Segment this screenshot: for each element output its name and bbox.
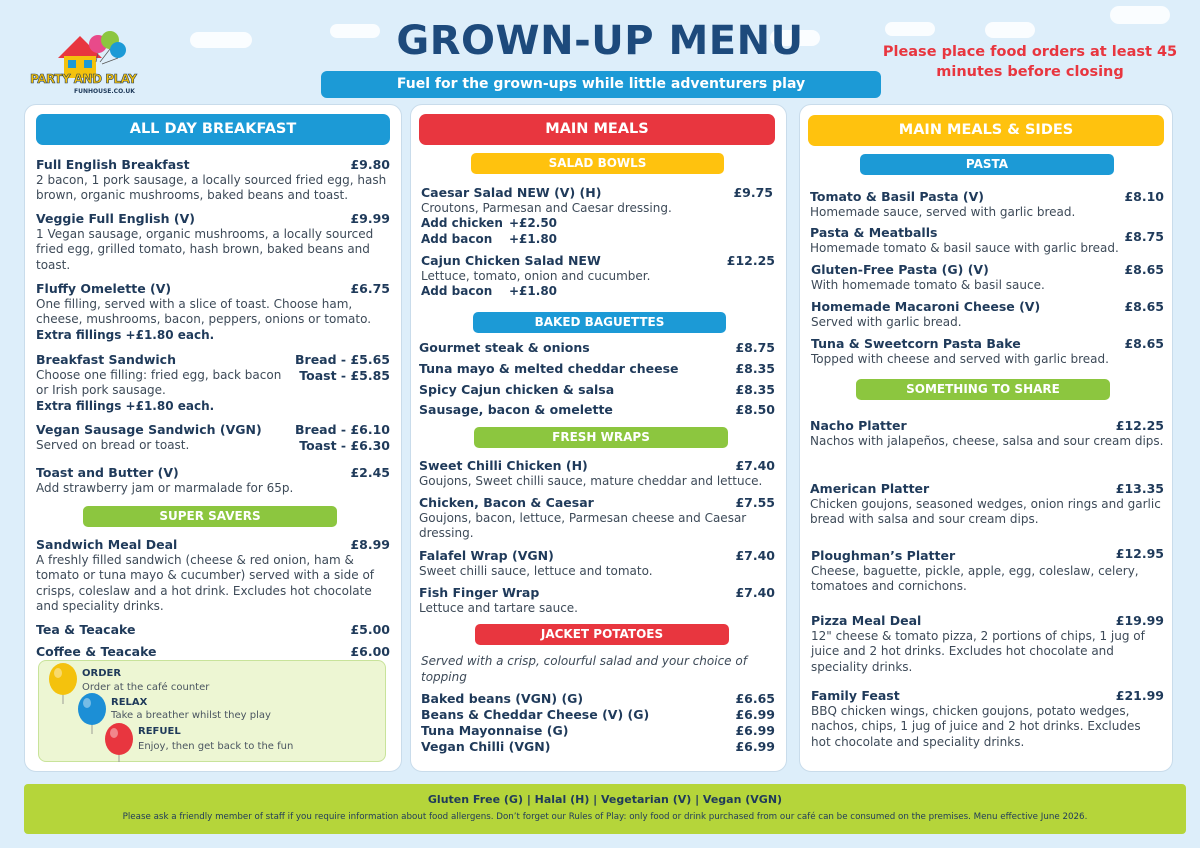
item-desc: One filling, served with a slice of toast. Choose ham, cheese, mushrooms, bacon, peppers, onions or tomato. — [36, 296, 372, 326]
order-notice: Please place food orders at least 45 minutes before closing — [882, 44, 1178, 80]
item-desc: 12" cheese & tomato pizza, 2 portions of chips, 1 jug of juice and 2 hot drinks. Excludes hot chocolate and speciality drinks. — [811, 628, 1145, 674]
item-price: £5.00 — [350, 622, 390, 637]
menu-item — [419, 495, 775, 542]
item-desc: Nachos with jalapeños, cheese, salsa and sour cream dips. — [810, 433, 1164, 448]
step-desc: Take a breather whilst they play — [111, 710, 271, 721]
item-name: Fish Finger Wrap — [419, 585, 540, 600]
item-desc: Add strawberry jam or marmalade for 65p. — [36, 480, 294, 495]
menu-item — [419, 340, 775, 355]
item-price: £6.65 — [735, 691, 775, 706]
item-name: American Platter — [810, 481, 930, 496]
item-price: Bread - £5.65 — [295, 352, 390, 367]
item-name: Sandwich Meal Deal — [36, 537, 178, 552]
item-price: £8.99 — [350, 537, 390, 552]
menu-item — [421, 691, 775, 706]
item-price: £13.35 — [1115, 481, 1164, 496]
menu-item — [36, 537, 390, 615]
item-price: £6.99 — [735, 707, 775, 722]
item-name: Baked beans (VGN) (G) — [421, 691, 584, 706]
item-price: £8.75 — [735, 340, 775, 355]
menu-item — [421, 723, 775, 738]
item-price: £6.75 — [350, 281, 390, 296]
item-desc: Sweet chilli sauce, lettuce and tomato. — [419, 563, 653, 578]
item-price: £8.10 — [1124, 189, 1164, 204]
step-title: ORDER — [82, 668, 122, 679]
item-price: £6.99 — [735, 739, 775, 754]
item-name: Pizza Meal Deal — [811, 613, 922, 628]
item-desc: Chicken goujons, seasoned wedges, onion rings and garlic bread with salsa and sour cream dips. — [810, 496, 1161, 526]
add-on-label: Add bacon — [421, 284, 493, 298]
item-name: Falafel Wrap (VGN) — [419, 548, 554, 563]
item-name: Tuna Mayonnaise (G) — [421, 723, 569, 738]
menu-item — [36, 157, 390, 204]
item-desc: With homemade tomato & basil sauce. — [811, 277, 1045, 292]
item-desc: Homemade tomato & basil sauce with garlic bread. — [810, 240, 1119, 255]
menu-item — [810, 418, 1164, 449]
item-desc: Goujons, Sweet chilli sauce, mature cheddar and lettuce. — [419, 473, 763, 488]
menu-item — [419, 402, 775, 417]
item-price: £6.99 — [735, 723, 775, 738]
footer — [24, 784, 1186, 834]
item-extra: Extra fillings +£1.80 each. — [36, 327, 215, 342]
fresh-wraps-header: FRESH WRAPS — [474, 427, 728, 448]
add-on — [421, 216, 773, 232]
item-price: £2.45 — [350, 465, 390, 480]
item-price: £12.95 — [1115, 546, 1164, 561]
tagline: Fuel for the grown-ups while little adventurers play — [321, 71, 881, 98]
item-name: Coffee & Teacake — [36, 644, 157, 659]
item-desc: A freshly filled sandwich (cheese & red onion, ham & tomato or tuna mayo & cucumber) served with a side of crisps, coleslaw and a hot drink. Excludes hot chocolate and speciality drinks. — [36, 552, 375, 613]
item-price: £7.40 — [735, 585, 775, 600]
item-price: £8.50 — [735, 402, 775, 417]
menu-item — [419, 458, 775, 489]
menu-item — [810, 481, 1168, 528]
menu-item — [811, 336, 1164, 367]
item-name: Family Feast — [811, 688, 900, 703]
item-price: £8.35 — [735, 382, 775, 397]
item-price: £9.75 — [733, 185, 773, 200]
menu-item — [36, 211, 390, 273]
add-on — [421, 284, 775, 300]
add-on-label: Add chicken — [421, 216, 503, 230]
item-desc: Goujons, bacon, lettuce, Parmesan cheese and Caesar dressing. — [419, 510, 747, 540]
item-desc: Served with garlic bread. — [811, 314, 962, 329]
add-on — [421, 232, 773, 248]
menu-item — [421, 739, 775, 754]
menu-item — [811, 299, 1164, 330]
item-price: £7.55 — [735, 495, 775, 510]
menu-item — [36, 281, 390, 343]
item-price: £8.35 — [735, 361, 775, 376]
item-name: Caesar Salad NEW (V) (H) — [421, 185, 602, 200]
item-name: Veggie Full English (V) — [36, 211, 195, 226]
item-desc: 2 bacon, 1 pork sausage, a locally sourced fried egg, hash brown, organic mushrooms, baked beans and toast. — [36, 172, 387, 202]
item-desc: Croutons, Parmesan and Caesar dressing. — [421, 200, 672, 215]
item-desc: 1 Vegan sausage, organic mushrooms, a locally sourced fried egg, grilled tomato, hash brown, baked beans and toast. — [36, 226, 374, 272]
menu-item — [36, 352, 390, 414]
item-desc: BBQ chicken wings, chicken goujons, potato wedges, nachos, chips, 1 jug of juice and 2 hot drinks. Excludes hot chocolate and speciality drinks. — [811, 703, 1141, 749]
pasta-header: PASTA — [860, 154, 1114, 175]
add-on-label: Add bacon — [421, 231, 493, 246]
item-name: Vegan Chilli (VGN) — [421, 739, 551, 754]
item-name: Pasta & Meatballs — [810, 225, 938, 240]
item-name: Homemade Macaroni Cheese (V) — [811, 299, 1041, 314]
menu-item — [421, 185, 773, 247]
allergen-notice: Please ask a friendly member of staff if you require information about food allergens. Don’t forget our Rules of Play: only food or drink purchased from our café can be consumed on the premises. Menu effective June 2026. — [122, 812, 1088, 822]
menu-item — [419, 585, 775, 616]
menu-item — [419, 548, 775, 579]
item-name: Tomato & Basil Pasta (V) — [810, 189, 984, 204]
item-name: Gourmet steak & onions — [419, 340, 590, 355]
share-header: SOMETHING TO SHARE — [856, 379, 1110, 400]
item-name: Tuna mayo & melted cheddar cheese — [419, 361, 679, 376]
item-name: Full English Breakfast — [36, 157, 190, 172]
menu-item — [419, 382, 775, 397]
super-savers-header: SUPER SAVERS — [83, 506, 337, 527]
item-name: Breakfast Sandwich — [36, 352, 176, 367]
item-desc: Lettuce and tartare sauce. — [419, 600, 578, 615]
step-title: REFUEL — [138, 726, 181, 737]
step-title: RELAX — [111, 697, 148, 708]
item-price: £8.65 — [1124, 336, 1164, 351]
menu-item — [810, 225, 1164, 256]
dietary-legend: Gluten Free (G) | Halal (H) | Vegetarian (V) | Vegan (VGN) — [427, 793, 783, 806]
item-price: £12.25 — [726, 253, 775, 268]
menu-item — [421, 707, 775, 722]
item-desc: Homemade sauce, served with garlic bread. — [810, 204, 1076, 219]
sides-header: MAIN MEALS & SIDES — [808, 115, 1164, 146]
item-name: Vegan Sausage Sandwich (VGN) — [36, 422, 262, 437]
item-name: Nacho Platter — [810, 418, 907, 433]
add-on-price: +£1.80 — [509, 284, 558, 298]
item-extra: Extra fillings +£1.80 each. — [36, 398, 215, 413]
item-price: Bread - £6.10 — [295, 422, 390, 437]
potatoes-intro: Served with a crisp, colourful salad and your choice of topping — [421, 654, 747, 684]
add-on-price: +£1.80 — [509, 231, 558, 246]
logo-subtext: FUNHOUSE.CO.UK — [74, 88, 135, 95]
menu-item — [811, 613, 1164, 675]
salad-bowls-header: SALAD BOWLS — [471, 153, 724, 174]
item-desc: Cheese, baguette, pickle, apple, egg, coleslaw, celery, tomatoes and cornichons. — [811, 563, 1139, 593]
item-name: Toast and Butter (V) — [36, 465, 179, 480]
page-title: GROWN-UP MENU — [396, 18, 804, 64]
item-desc: Lettuce, tomato, onion and cucumber. — [421, 268, 651, 283]
item-price: £6.00 — [350, 644, 390, 659]
menu-item — [811, 548, 1164, 595]
menu-item — [36, 622, 390, 637]
item-name: Gluten-Free Pasta (G) (V) — [811, 262, 989, 277]
item-price: £9.99 — [350, 211, 390, 226]
item-name: Tea & Teacake — [36, 622, 136, 637]
item-name: Beans & Cheddar Cheese (V) (G) — [421, 707, 650, 722]
menu-item — [36, 422, 390, 453]
item-name: Cajun Chicken Salad NEW — [421, 253, 601, 268]
item-price-alt: Toast - £6.30 — [299, 438, 390, 453]
item-price: £21.99 — [1115, 688, 1164, 703]
item-price: £8.65 — [1124, 262, 1164, 277]
step-desc: Enjoy, then get back to the fun — [138, 741, 294, 752]
item-name: Spicy Cajun chicken & salsa — [419, 382, 615, 397]
item-name: Ploughman’s Platter — [811, 548, 956, 563]
item-price: £8.65 — [1124, 299, 1164, 314]
item-price-alt: Toast - £5.85 — [299, 368, 390, 383]
menu-item — [419, 361, 775, 376]
item-desc: Topped with cheese and served with garlic bread. — [811, 351, 1109, 366]
breakfast-header: ALL DAY BREAKFAST — [36, 114, 390, 145]
item-price: £19.99 — [1115, 613, 1164, 628]
item-desc: Served on bread or toast. — [36, 437, 190, 452]
menu-item — [811, 262, 1164, 293]
menu-item — [810, 189, 1164, 220]
menu-item — [421, 253, 775, 300]
item-price: £7.40 — [735, 548, 775, 563]
logo-text: PARTY AND PLAY — [30, 72, 137, 86]
menu-item — [811, 688, 1164, 750]
item-desc: Choose one filling: fried egg, back bacon or Irish pork sausage. — [36, 367, 282, 397]
item-name: Fluffy Omelette (V) — [36, 281, 172, 296]
step-desc: Order at the café counter — [82, 682, 210, 693]
item-name: Sweet Chilli Chicken (H) — [419, 458, 588, 473]
item-name: Tuna & Sweetcorn Pasta Bake — [811, 336, 1021, 351]
item-name: Sausage, bacon & omelette — [419, 402, 613, 417]
menu-item — [36, 465, 390, 496]
red-balloon-icon — [102, 722, 136, 762]
item-price: £8.75 — [1124, 229, 1164, 244]
item-price: £9.80 — [350, 157, 390, 172]
item-name: Chicken, Bacon & Caesar — [419, 495, 594, 510]
baked-baguettes-header: BAKED BAGUETTES — [473, 312, 726, 333]
item-price: £7.40 — [735, 458, 775, 473]
main-meals-header: MAIN MEALS — [419, 114, 775, 145]
menu-item — [36, 644, 390, 659]
jacket-potatoes-header: JACKET POTATOES — [475, 624, 729, 645]
add-on-price: +£2.50 — [509, 216, 558, 230]
item-price: £12.25 — [1115, 418, 1164, 433]
